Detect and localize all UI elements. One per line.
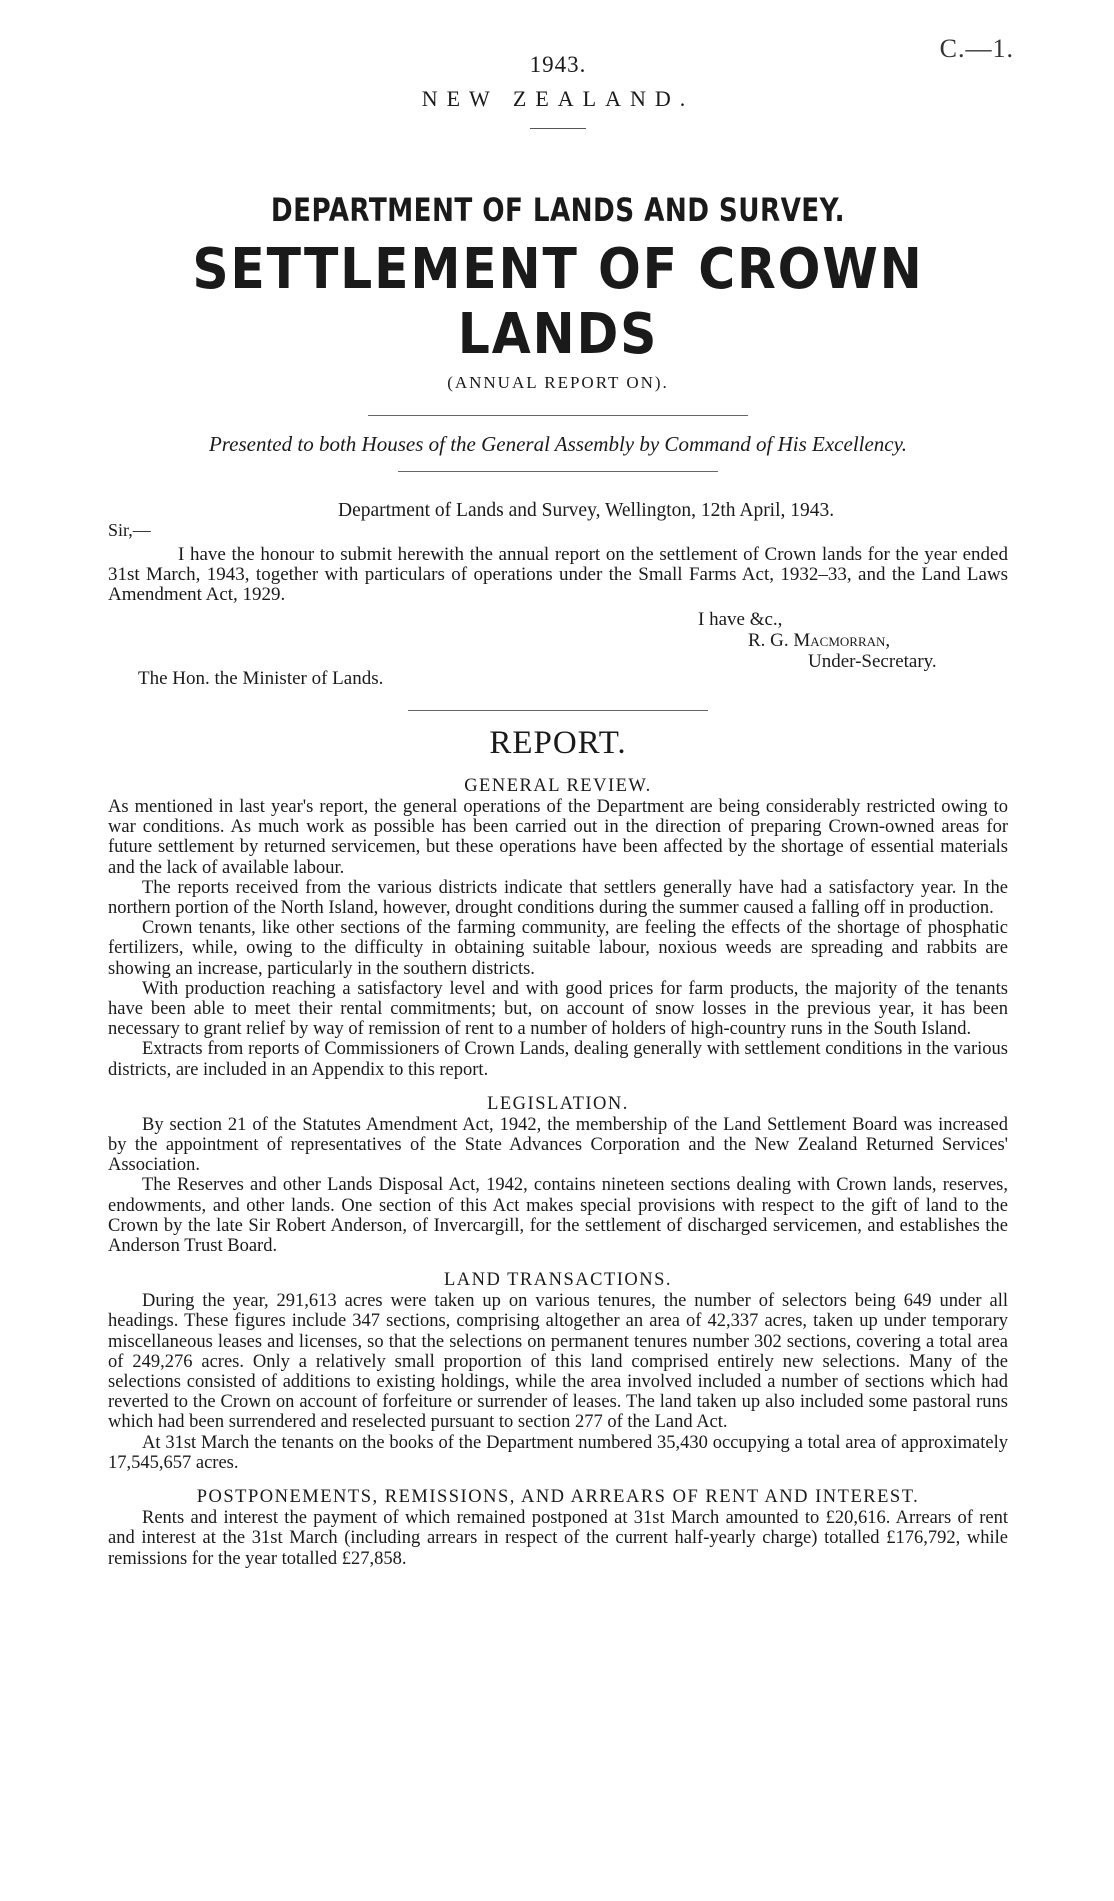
country-name: NEW ZEALAND.: [421, 86, 695, 111]
section-heading: LAND TRANSACTIONS.: [443, 1270, 673, 1291]
report-year: 1943.: [529, 52, 587, 77]
letter-salutation: Sir,—: [108, 520, 151, 540]
covering-letter: [108, 500, 1008, 690]
section-land-transactions: [108, 1270, 1008, 1473]
document-page: [108, 30, 1008, 1569]
divider: [408, 710, 708, 711]
letter-body: I have the honour to submit herewith the annual report on the settlement of Crown lands for the year ended 31st March, 1943, together with particulars of operations under the Small Farms Act, 1932–33, and the Land Laws Amendment Act, 1929.: [108, 544, 1008, 605]
document-subtitle: (ANNUAL REPORT ON).: [447, 373, 669, 392]
letter-addressee: The Hon. the Minister of Lands.: [138, 668, 384, 689]
department-heading: DEPARTMENT OF LANDS AND SURVEY.: [270, 191, 846, 229]
presentation-line: Presented to both Houses of the General Assembly by Command of His Excellency.: [208, 432, 908, 456]
paragraph: As mentioned in last year's report, the general operations of the Department are being considerably restricted owing to war conditions. As much work as possible has been carried out in the direction of preparing Crown-owned areas for future settlement by returned servicemen, but these operations have been affected by the shortage of essential materials and the lack of available labour.: [108, 797, 1008, 878]
divider: [398, 471, 718, 472]
divider: [368, 415, 748, 416]
section-legislation: [108, 1094, 1008, 1256]
report-heading: REPORT.: [489, 725, 627, 761]
section-heading: GENERAL REVIEW.: [464, 776, 652, 796]
paragraph: At 31st March the tenants on the books of the Department numbered 35,430 occupying a total area of approximately 17,545,657 acres.: [108, 1432, 1008, 1473]
paragraph: The Reserves and other Lands Disposal Act, 1942, contains nineteen sections dealing with Crown lands, reserves, endowments, and other lands. One section of this Act makes special provisions with respect to the gift of land to the Crown by the late Sir Robert Anderson, of Invercargill, for the settlement of discharged servicemen, and establishes the Anderson Trust Board.: [108, 1175, 1008, 1257]
section-general-review: [108, 776, 1008, 1080]
document-title: SETTLEMENT OF CROWN LANDS: [192, 237, 924, 367]
paragraph: The reports received from the various districts indicate that settlers generally have had a satisfactory year. In the northern portion of the North Island, however, drought conditions during the summer caused a falling off in production.: [108, 877, 1008, 919]
signatory-title: Under-Secretary.: [808, 651, 937, 672]
section-postponements: [108, 1487, 1008, 1569]
paragraph: By section 21 of the Statutes Amendment Act, 1942, the membership of the Land Settlement Board was increased by the appointment of representatives of the State Advances Corporation and the New Zealand Returned Services' Association.: [108, 1114, 1008, 1176]
letter-signoff: [698, 609, 1008, 672]
document-reference: C.—1.: [939, 34, 1014, 63]
letter-closing: I have &c.,: [698, 609, 783, 630]
paragraph: During the year, 291,613 acres were taken up on various tenures, the number of selectors being 649 under all headings. These figures include 347 sections, comprising altogether an area of 42,337 acres, taken up under temporary miscellaneous leases and licenses, so that the selections on permanent tenures number 302 sections, covering a total area of 249,276 acres. Only a relatively small proportion of this land comprised entirely new selections. Many of the selections consisted of additions to existing holdings, while the area involved included a number of sections which had reverted to the Crown on account of forfeiture or surrender of leases. The land taken up also included some pastoral runs which had been surrendered and reselected pursuant to section 277 of the Land Act.: [108, 1291, 1008, 1433]
letter-dateline: Department of Lands and Survey, Wellington, 12th April, 1943.: [338, 500, 835, 521]
paragraph: Extracts from reports of Commissioners of Crown Lands, dealing generally with settlement conditions in the various districts, are included in an Appendix to this report.: [108, 1039, 1008, 1080]
section-heading: LEGISLATION.: [487, 1093, 629, 1114]
letter-signatory: R. G. Macmorran,: [748, 630, 891, 651]
paragraph: With production reaching a satisfactory level and with good prices for farm products, the majority of the tenants have been able to meet their rental commitments; but, on account of snow losses in the previous year, it has been necessary to grant relief by way of remission of rent to a number of holders of high-country runs in the South Island.: [108, 978, 1008, 1040]
paragraph: Rents and interest the payment of which remained postponed at 31st March amounted to £20,616. Arrears of rent and interest at the 31st March (including arrears in respect of the current half-yearly charge) totalled £176,792, while remissions for the year totalled £27,858.: [108, 1508, 1008, 1569]
section-heading: POSTPONEMENTS, REMISSIONS, AND ARREARS OF RENT AND INTEREST.: [196, 1487, 920, 1508]
paragraph: Crown tenants, like other sections of the farming community, are feeling the effects of the shortage of phosphatic fertilizers, while, owing to the difficulty in obtaining suitable labour, noxious weeds are spreading and rabbits are showing an increase, particularly in the southern districts.: [108, 918, 1008, 979]
divider: [530, 128, 586, 129]
